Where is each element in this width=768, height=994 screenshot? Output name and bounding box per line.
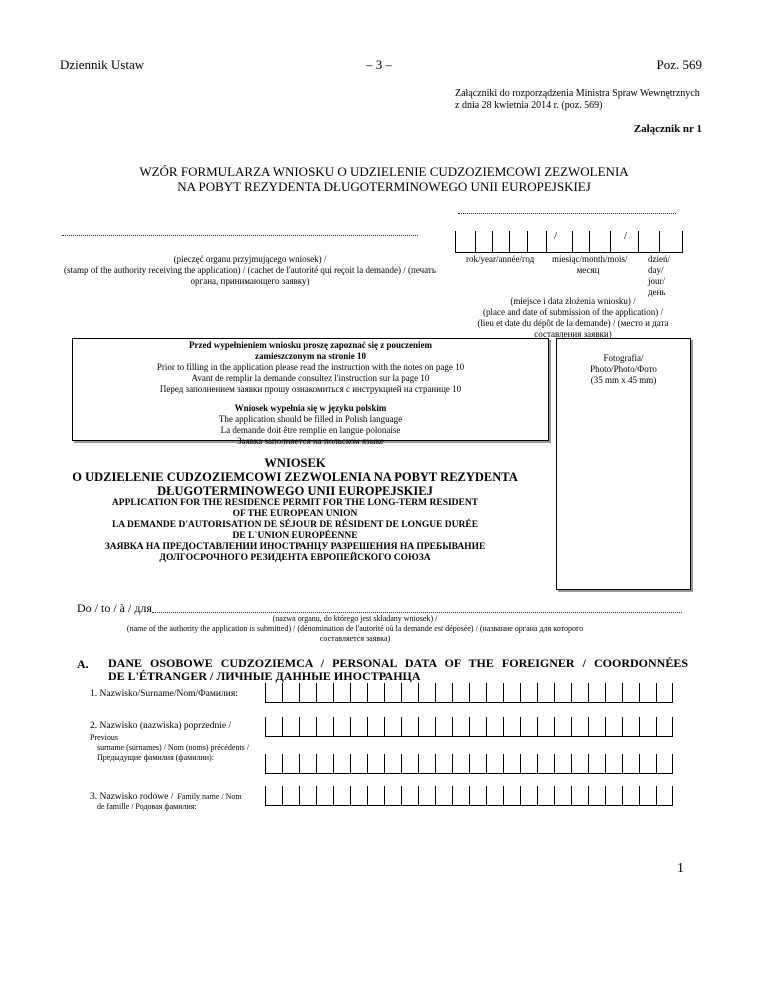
page-number: 1 (677, 861, 684, 876)
instructions-box: Przed wypełnieniem wniosku proszę zapoznać się z pouczeniem zamieszczonym na stronie 10 Prior to filling in the application please read the instruction with the notes on page 10 Avant de remplir la demande consultez l'instruction sur la page 10 Перед заполнением заявки прошу ознакомиться с инструкцией на странице 10 Wniosek wypełnia się w języku polskim The application should be filled in Polish language La demande doit être remplie en langue polonaise Заявка заполняется на польском языке (72, 338, 549, 441)
month-label: miesiąc/month/mois/ месяц (552, 254, 628, 275)
family-name-label: 3. Nazwisko rodowe / Family name / Nom de famille / Родовая фамилия: (90, 792, 242, 811)
photo-box: Fotografia/ Photo/Photo/Фото (35 mm x 45 mm) (556, 338, 691, 590)
section-letter: A. (77, 657, 89, 671)
surname-input[interactable] (265, 683, 673, 703)
day-label: dzień/ day/ jour/ день (648, 254, 670, 297)
surname-label: 1. Nazwisko/Surname/Nom/Фамилия: (90, 689, 238, 699)
addressee-input[interactable] (152, 611, 682, 613)
form-title: WZÓR FORMULARZA WNIOSKU O UDZIELENIE CUDZOZIEMCOWI ZEZWOLENIA NA POBYT REZYDENTA DŁUGOTERMINOWEGO UNII EUROPEJSKIEJ (139, 164, 629, 194)
stamp-caption: (pieczęć organu przyjmującego wniosek) / (stamp of the authority receiving the application) / (cachet de l'autorité qui reçoit la demande) / (печать органа, принимающего заявку) (64, 254, 436, 286)
place-date-line (458, 212, 676, 214)
place-date-caption: (miejsce i data złożenia wniosku) / (place and date of submission of the application) / (lieu et date du dépôt de la demande) / (место и дата составления заявки) (477, 296, 669, 339)
journal-name: Dziennik Ustaw (60, 57, 145, 72)
section-title: DANE OSOBOWE CUDZOZIEMCA / PERSONAL DATA OF THE FOREIGNER / COORDONNÉES DE L'ÉTRANGER / ЛИЧНЫЕ ДАННЫЕ ИНОСТРАНЦА (108, 656, 688, 683)
date-separator: / (624, 230, 628, 242)
page-marker: – 3 – (366, 57, 392, 72)
year-label: rok/year/année/год (466, 254, 535, 264)
addressee-caption: (nazwa organu, do którego jest składany wniosek) / (name of the authority the application is submitted) / (dénomination de l'autorité où la demande est déposée) / (название органа для которого составляется заявка) (126, 614, 584, 643)
stamp-line (62, 234, 418, 236)
previous-surname-input-2[interactable] (265, 754, 673, 774)
date-input[interactable] (455, 231, 683, 253)
appendix-reference: Załączniki do rozporządzenia Ministra Spraw Wewnętrznych z dnia 28 kwietnia 2014 r. (poz. 569) (455, 88, 700, 111)
date-separator: / (554, 230, 558, 242)
previous-surname-label: 2. Nazwisko (nazwiska) poprzednie / Previous surname (surnames) / Nom (noms) précédents / Предыдущие фамилия (фамилии): (90, 721, 249, 762)
application-title-translations: APPLICATION FOR THE RESIDENCE PERMIT FOR THE LONG-TERM RESIDENT OF THE EUROPEAN UNION LA DEMANDE D'AUTORISATION DE SÉJOUR DE RÉSIDENT DE LONGUE DURÉE DE L`UNION EUROPÉENNE ЗАЯВКА НА ПРЕДОСТАВЛЕНИИ ИНОСТРАНЦУ РАЗРЕШЕНИЯ НА ПРЕБЫВАНИЕ ДОЛГОСРОЧНОГО РЕЗИДЕНТА ЕВРОПЕЙСКОГО СОЮЗА (104, 498, 486, 563)
family-name-input[interactable] (265, 786, 673, 806)
annex-number: Załącznik nr 1 (633, 123, 702, 135)
previous-surname-input[interactable] (265, 717, 673, 737)
position-number: Poz. 569 (656, 57, 702, 72)
application-title: WNIOSEK O UDZIELENIE CUDZOZIEMCOWI ZEZWOLENIA NA POBYT REZYDENTA DŁUGOTERMINOWEGO UNII EUROPEJSKIEJ (72, 456, 518, 498)
addressee-label: Do / to / à / для (77, 601, 152, 615)
